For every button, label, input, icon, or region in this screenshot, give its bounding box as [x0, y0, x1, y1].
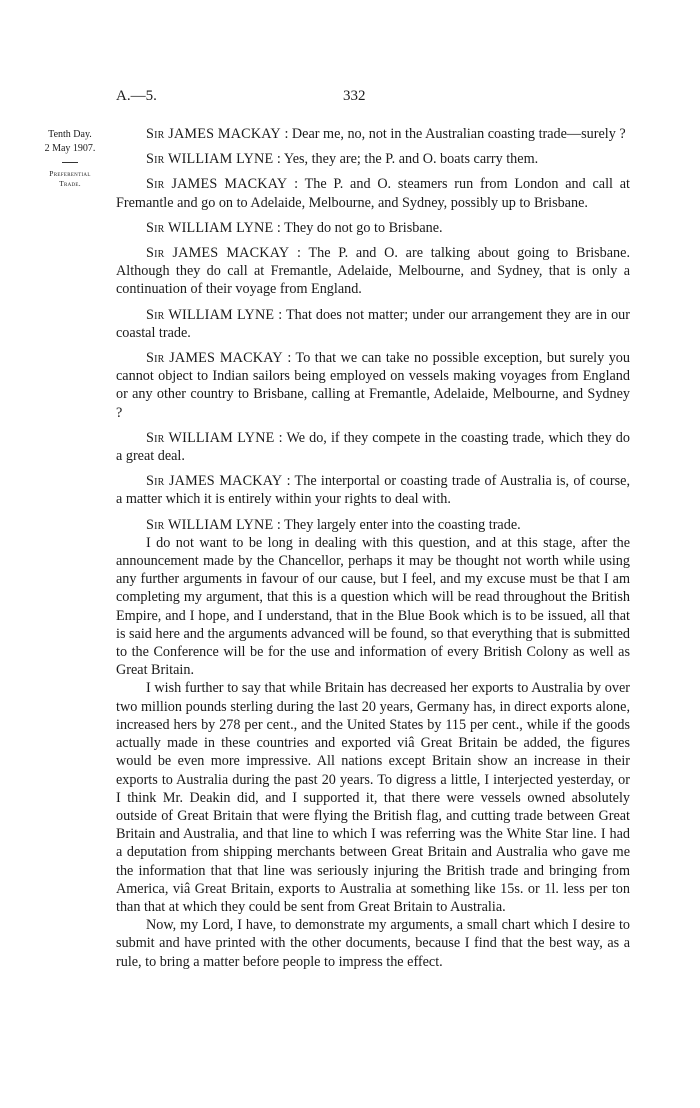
speaker-name: Sir WILLIAM LYNE [146, 306, 275, 323]
dialogue-paragraph [116, 349, 630, 422]
dialogue-text: : They do not go to Brisbane. [276, 219, 443, 236]
margin-notes [30, 128, 110, 189]
dialogue-paragraph [116, 429, 630, 465]
speaker-name: Sir WILLIAM LYNE [146, 429, 275, 446]
page-number: 332 [343, 88, 366, 104]
speaker-name: Sir JAMES MACKAY [146, 245, 290, 262]
speech-paragraph: Now, my Lord, I have, to demonstrate my arguments, a small chart which I desire to submit and have printed with the other documents, because I find that the best way, as a rule, to bring a matter before people to impress the effect. [116, 917, 630, 970]
dialogue-text: : They largely enter into the coasting trade. [276, 516, 521, 533]
document-reference: A.—5. [116, 88, 157, 104]
dialogue-text: : Dear me, no, not in the Australian coasting trade—surely ? [284, 126, 626, 142]
dialogue-text: : The P. and O. steamers run from London and call at Fremantle and go on to Adelaide, Melbourne, and Sydney, possibly up to Brisbane. [116, 176, 630, 211]
dialogue-text: : The interportal or coasting trade of Australia is, of course, a matter which it is entirely within your rights to deal with. [116, 473, 631, 508]
dialogue-text: : To that we can take no possible exception, but surely you cannot object to Indian sailors being employed on vessels making voyages from England or any other country to Brisbane, calling at Fremantle, Adelaide, Melbourne, and Sydney ? [116, 350, 630, 421]
dialogue-paragraph [116, 516, 630, 534]
speaker-name: Sir WILLIAM LYNE [146, 219, 274, 236]
margin-topic-line1: Preferential [49, 169, 91, 178]
speaker-name: Sir JAMES MACKAY [146, 176, 288, 193]
dialogue-paragraph [116, 219, 630, 237]
dialogue-text: : We do, if they compete in the coasting trade, which they do a great deal. [116, 429, 630, 465]
speaker-name: Sir WILLIAM LYNE [146, 516, 274, 533]
dialogue-text: : The P. and O. are talking about going to Brisbane. Although they do call at Fremantle, Adelaide, Melbourne, and Sydney, that is only a continuation of their voyage from England. [116, 245, 630, 298]
margin-divider [62, 162, 78, 163]
speaker-name: Sir JAMES MACKAY [146, 126, 281, 142]
body-text [116, 125, 630, 971]
dialogue-paragraph [116, 150, 630, 168]
margin-day: Tenth Day. [48, 129, 92, 140]
dialogue-paragraph [116, 306, 630, 342]
speech-paragraph: I wish further to say that while Britain has decreased her exports to Australia by over two million pounds sterling during the last 20 years, Germany has, in direct exports alone, increased hers by 278 per cent., and the United States by 115 per cent., while if the goods actually made in these countries and exported viâ Great Britain be added, the figures would be even more impressive. All nations except Britain show an increase in their exports to Australia during the past 20 years. To digress a little, I interjected yesterday, or I think Mr. Deakin did, and I supported it, that there were vessels owned absolutely outside of Great Britain that were flying the British flag, and cutting trade between Great Britain and Australia, and that line to which I was referring was the White Star line. I had a deputation from shipping merchants between Great Britain and Australia who gave me the information that that line was seriously injuring the British trade and bringing from America, viâ Great Britain, exports to Australia at something like 15s. or 1l. less per ton than that at which they could be sent from Great Britain to Australia. [116, 680, 630, 915]
dialogue-paragraph [116, 244, 630, 299]
speech-paragraph: I do not want to be long in dealing with this question, and at this stage, after the announcement made by the Chancellor, perhaps it may be thought not worth while using any further arguments in favour of our cause, but I feel, and my excuse must be that I am completing my argument, that this is a question which will be read throughout the British Empire, and I hope, and I understand, that in the Blue Book which is to be issued, all that is said here and the arguments advanced will be found, so that everything that is submitted to the Conference will be for the use and information of every British Colony as well as Great Britain. [116, 534, 630, 679]
dialogue-paragraph [116, 472, 630, 508]
dialogue-text: : That does not matter; under our arrangement they are in our coastal trade. [116, 306, 630, 341]
speaker-name: Sir JAMES MACKAY [146, 473, 283, 490]
margin-date: 2 May 1907. [44, 143, 96, 154]
speaker-name: Sir WILLIAM LYNE [146, 151, 274, 168]
dialogue-paragraph [116, 125, 630, 143]
dialogue-paragraph [116, 175, 630, 211]
speaker-name: Sir JAMES MACKAY [146, 350, 283, 367]
margin-topic-line2: Trade. [59, 179, 81, 188]
dialogue-text: : Yes, they are; the P. and O. boats carry them. [276, 151, 539, 168]
